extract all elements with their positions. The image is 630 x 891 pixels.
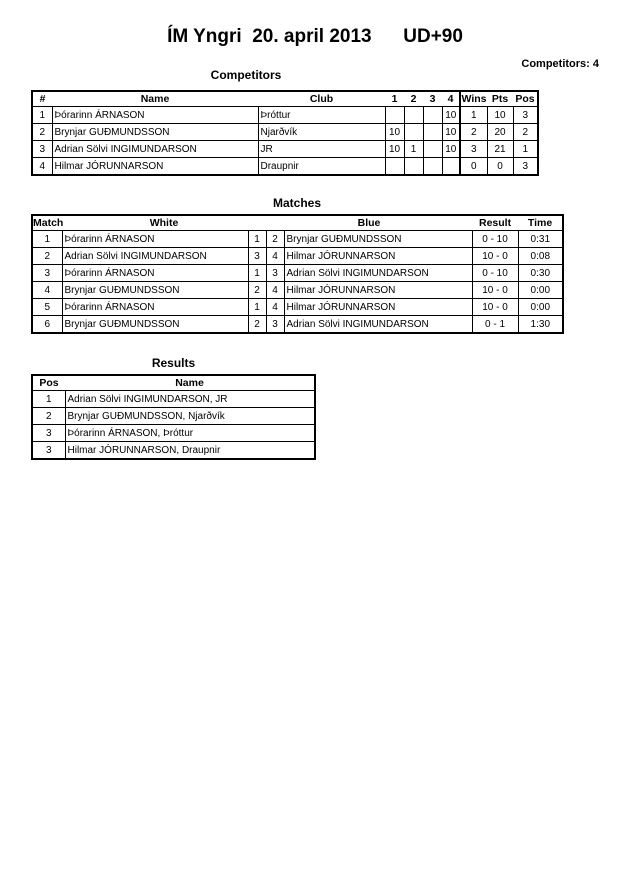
cell-pts: 21 [487,141,513,158]
cell-pos: 3 [513,107,538,124]
cell-score-1: 10 [385,141,404,158]
cell-result: 10 - 0 [472,248,518,265]
col-club: Club [258,91,385,107]
cell-time: 0:00 [518,299,563,316]
col-pos: Pos [513,91,538,107]
table-row [32,141,538,158]
cell-club: Draupnir [258,158,385,176]
competitors-count: Competitors: 4 [521,58,599,70]
cell-club: Þróttur [258,107,385,124]
cell-result: 10 - 0 [472,299,518,316]
cell-match-num: 1 [32,231,62,248]
cell-score-3 [423,124,442,141]
competitors-header-row [32,91,538,107]
cell-blue: Hilmar JÓRUNNARSON [284,282,472,299]
cell-num: 4 [32,158,52,176]
table-row [32,442,315,460]
col-match: Match [33,217,64,229]
cell-time: 0:30 [518,265,563,282]
cell-wins: 1 [460,107,487,124]
cell-blue-num: 4 [266,248,284,265]
cell-score-4: 10 [442,107,460,124]
cell-blue-num: 2 [266,231,284,248]
cell-name: Adrian Sölvi INGIMUNDARSON, JR [65,391,315,408]
matches-header-row [32,215,563,231]
col-name: Name [52,91,258,107]
cell-time: 0:31 [518,231,563,248]
cell-name: Brynjar GUÐMUNDSSON, Njarðvík [65,408,315,425]
page-title: ÍM Yngri 20. april 2013 UD+90 [167,26,463,47]
col-white: White [62,215,266,231]
cell-blue-num: 4 [266,282,284,299]
cell-score-2 [404,124,423,141]
cell-score-2 [404,107,423,124]
table-row [32,316,563,334]
cell-time: 0:08 [518,248,563,265]
col-1: 1 [385,91,404,107]
table-row [32,107,538,124]
cell-result: 0 - 10 [472,231,518,248]
table-row [32,248,563,265]
cell-pos: 1 [32,391,65,408]
cell-result: 0 - 1 [472,316,518,334]
cell-num: 2 [32,124,52,141]
matches-title: Matches [272,196,322,210]
cell-pts: 10 [487,107,513,124]
cell-white-num: 3 [248,248,266,265]
cell-score-2: 1 [404,141,423,158]
cell-white-num: 2 [248,316,266,334]
cell-pos: 1 [513,141,538,158]
cell-name: Þórarinn ÁRNASON [52,107,258,124]
cell-white: Adrian Sölvi INGIMUNDARSON [62,248,248,265]
results-title: Results [151,356,196,370]
cell-pts: 0 [487,158,513,176]
table-row [32,158,538,176]
cell-wins: 0 [460,158,487,176]
cell-match-num: 2 [32,248,62,265]
cell-blue: Adrian Sölvi INGIMUNDARSON [284,316,472,334]
cell-pos: 2 [513,124,538,141]
cell-result: 0 - 10 [472,265,518,282]
col-4: 4 [442,91,460,107]
cell-score-4: 10 [442,141,460,158]
cell-num: 1 [32,107,52,124]
cell-blue: Adrian Sölvi INGIMUNDARSON [284,265,472,282]
cell-pos: 3 [513,158,538,176]
cell-white: Brynjar GUÐMUNDSSON [62,282,248,299]
cell-name: Brynjar GUÐMUNDSSON [52,124,258,141]
table-row [32,391,315,408]
cell-blue: Hilmar JÓRUNNARSON [284,248,472,265]
cell-blue-num: 3 [266,316,284,334]
col-time: Time [518,215,563,231]
cell-blue: Brynjar GUÐMUNDSSON [284,231,472,248]
cell-white-num: 2 [248,282,266,299]
cell-time: 1:30 [518,316,563,334]
table-row [32,299,563,316]
results-header-row [32,375,315,391]
cell-blue-num: 3 [266,265,284,282]
table-row [32,425,315,442]
cell-score-2 [404,158,423,176]
col-2: 2 [404,91,423,107]
col-name: Name [65,375,315,391]
table-row [32,282,563,299]
cell-match-num: 6 [32,316,62,334]
cell-pts: 20 [487,124,513,141]
table-row [32,265,563,282]
col-pos: Pos [32,375,65,391]
cell-score-1 [385,158,404,176]
cell-score-1 [385,107,404,124]
cell-white: Brynjar GUÐMUNDSSON [62,316,248,334]
cell-wins: 3 [460,141,487,158]
col-num: # [32,91,52,107]
cell-pos: 3 [32,425,65,442]
competitors-table [31,90,539,176]
cell-pos: 2 [32,408,65,425]
cell-score-4: 10 [442,124,460,141]
cell-name: Adrian Sölvi INGIMUNDARSON [52,141,258,158]
cell-match-num: 4 [32,282,62,299]
cell-name: Þórarinn ÁRNASON, Þróttur [65,425,315,442]
col-wins: Wins [461,93,487,105]
cell-num: 3 [32,141,52,158]
cell-match-num: 5 [32,299,62,316]
col-result: Result [472,215,518,231]
cell-score-3 [423,141,442,158]
cell-score-3 [423,107,442,124]
cell-white: Þórarinn ÁRNASON [62,231,248,248]
cell-white-num: 1 [248,265,266,282]
cell-name: Hilmar JÓRUNNARSON, Draupnir [65,442,315,460]
cell-match-num: 3 [32,265,62,282]
cell-score-4 [442,158,460,176]
col-pts: Pts [487,91,513,107]
cell-white-num: 1 [248,299,266,316]
table-row [32,231,563,248]
cell-name: Hilmar JÓRUNNARSON [52,158,258,176]
cell-time: 0:00 [518,282,563,299]
cell-white: Þórarinn ÁRNASON [62,265,248,282]
cell-result: 10 - 0 [472,282,518,299]
cell-score-3 [423,158,442,176]
cell-pos: 3 [32,442,65,460]
cell-wins: 2 [460,124,487,141]
competitors-title: Competitors [210,68,282,82]
col-blue: Blue [266,215,472,231]
cell-white-num: 1 [248,231,266,248]
results-table [31,374,316,460]
table-row [32,124,538,141]
cell-blue: Hilmar JÓRUNNARSON [284,299,472,316]
table-row [32,408,315,425]
cell-club: JR [258,141,385,158]
cell-blue-num: 4 [266,299,284,316]
cell-white: Þórarinn ÁRNASON [62,299,248,316]
cell-club: Njarðvík [258,124,385,141]
col-3: 3 [423,91,442,107]
cell-score-1: 10 [385,124,404,141]
matches-table [31,214,564,334]
